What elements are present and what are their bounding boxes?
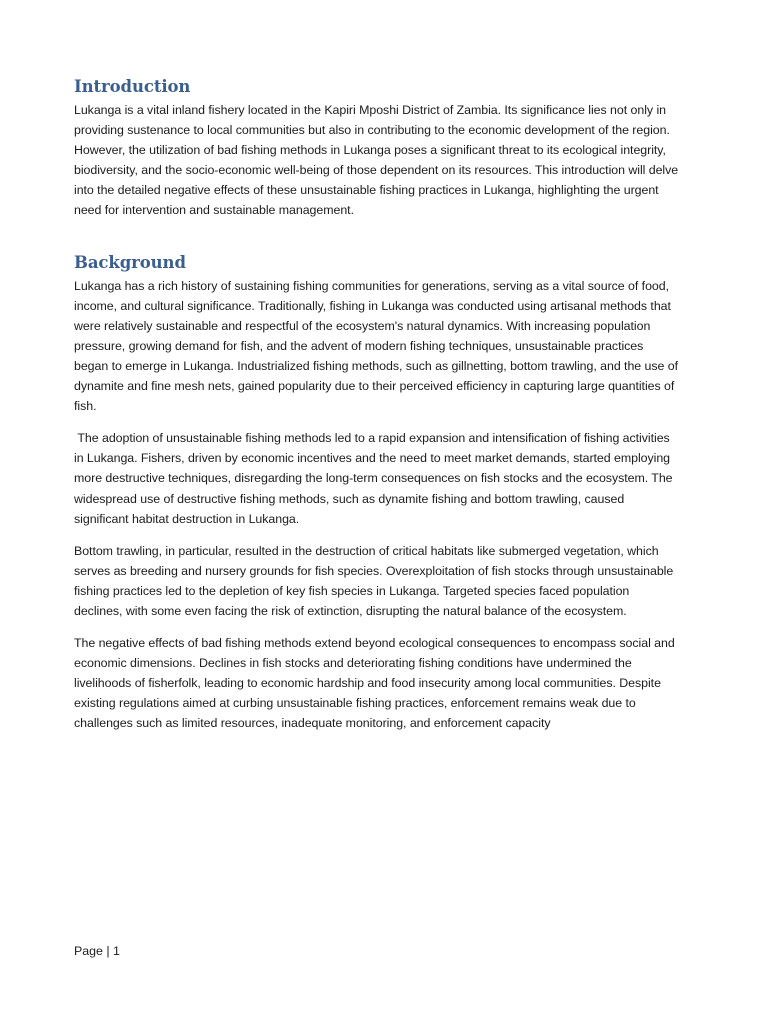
introduction-section [74, 76, 680, 221]
introduction-paragraph: Lukanga is a vital inland fishery located in the Kapiri Mposhi District of Zambia. Its significance lies not only in providing sustenance to local communities but also in contributing to the economic development of the region. However, the utilization of bad fishing methods in Lukanga poses a significant threat to its ecological integrity, biodiversity, and the socio-economic well-being of those dependent on its resources. This introduction will delve into the detailed negative effects of these unsustainable fishing practices in Lukanga, highlighting the urgent need for intervention and sustainable management. [74, 103, 679, 218]
background-paragraph-3: Bottom trawling, in particular, resulted in the destruction of critical habitats like submerged vegetation, which serves as breeding and nursery grounds for fish species. Overexploitation of fish stocks through unsustainable fishing practices led to the depletion of key fish species in Lukanga. Targeted species faced population declines, with some even facing the risk of extinction, disrupting the natural balance of the ecosystem. [74, 543, 674, 618]
background-heading: Background [74, 252, 186, 272]
introduction-heading: Introduction [74, 77, 191, 96]
background-paragraph-1: Lukanga has a rich history of sustaining fishing communities for generations, serving as a vital source of food, income, and cultural significance. Traditionally, fishing in Lukanga was conducted using artisanal methods that were relatively sustainable and respectful of the ecosystem's natural dynamics. With increasing population pressure, growing demand for fish, and the advent of modern fishing techniques, unsustainable practices began to emerge in Lukanga. Industrialized fishing methods, such as gillnetting, bottom trawling, and the use of dynamite and fine mesh nets, gained popularity due to their perceived efficiency in capturing large quantities of fish. [74, 278, 678, 414]
page-number-label: Page | 1 [74, 944, 120, 958]
background-paragraph-4: The negative effects of bad fishing methods extend beyond ecological consequences to encompass social and economic dimensions. Declines in fish stocks and deteriorating fishing conditions have undermined the livelihoods of fisherfolk, leading to economic hardship and food insecurity among local communities. Despite existing regulations aimed at curbing unsustainable fishing practices, enforcement remains weak due to challenges such as limited resources, inadequate monitoring, and enforcement capacity [74, 636, 675, 731]
document-body [74, 76, 680, 734]
background-paragraph-2: The adoption of unsustainable fishing methods led to a rapid expansion and intensification of fishing activities in Lukanga. Fishers, driven by economic incentives and the need to meet market demands, started employing more destructive techniques, disregarding the long-term consequences on fish stocks and the ecosystem. The widespread use of destructive fishing methods, such as dynamite fishing and bottom trawling, caused significant habitat destruction in Lukanga. [74, 431, 676, 526]
page-footer [74, 942, 120, 960]
background-section [74, 252, 680, 734]
